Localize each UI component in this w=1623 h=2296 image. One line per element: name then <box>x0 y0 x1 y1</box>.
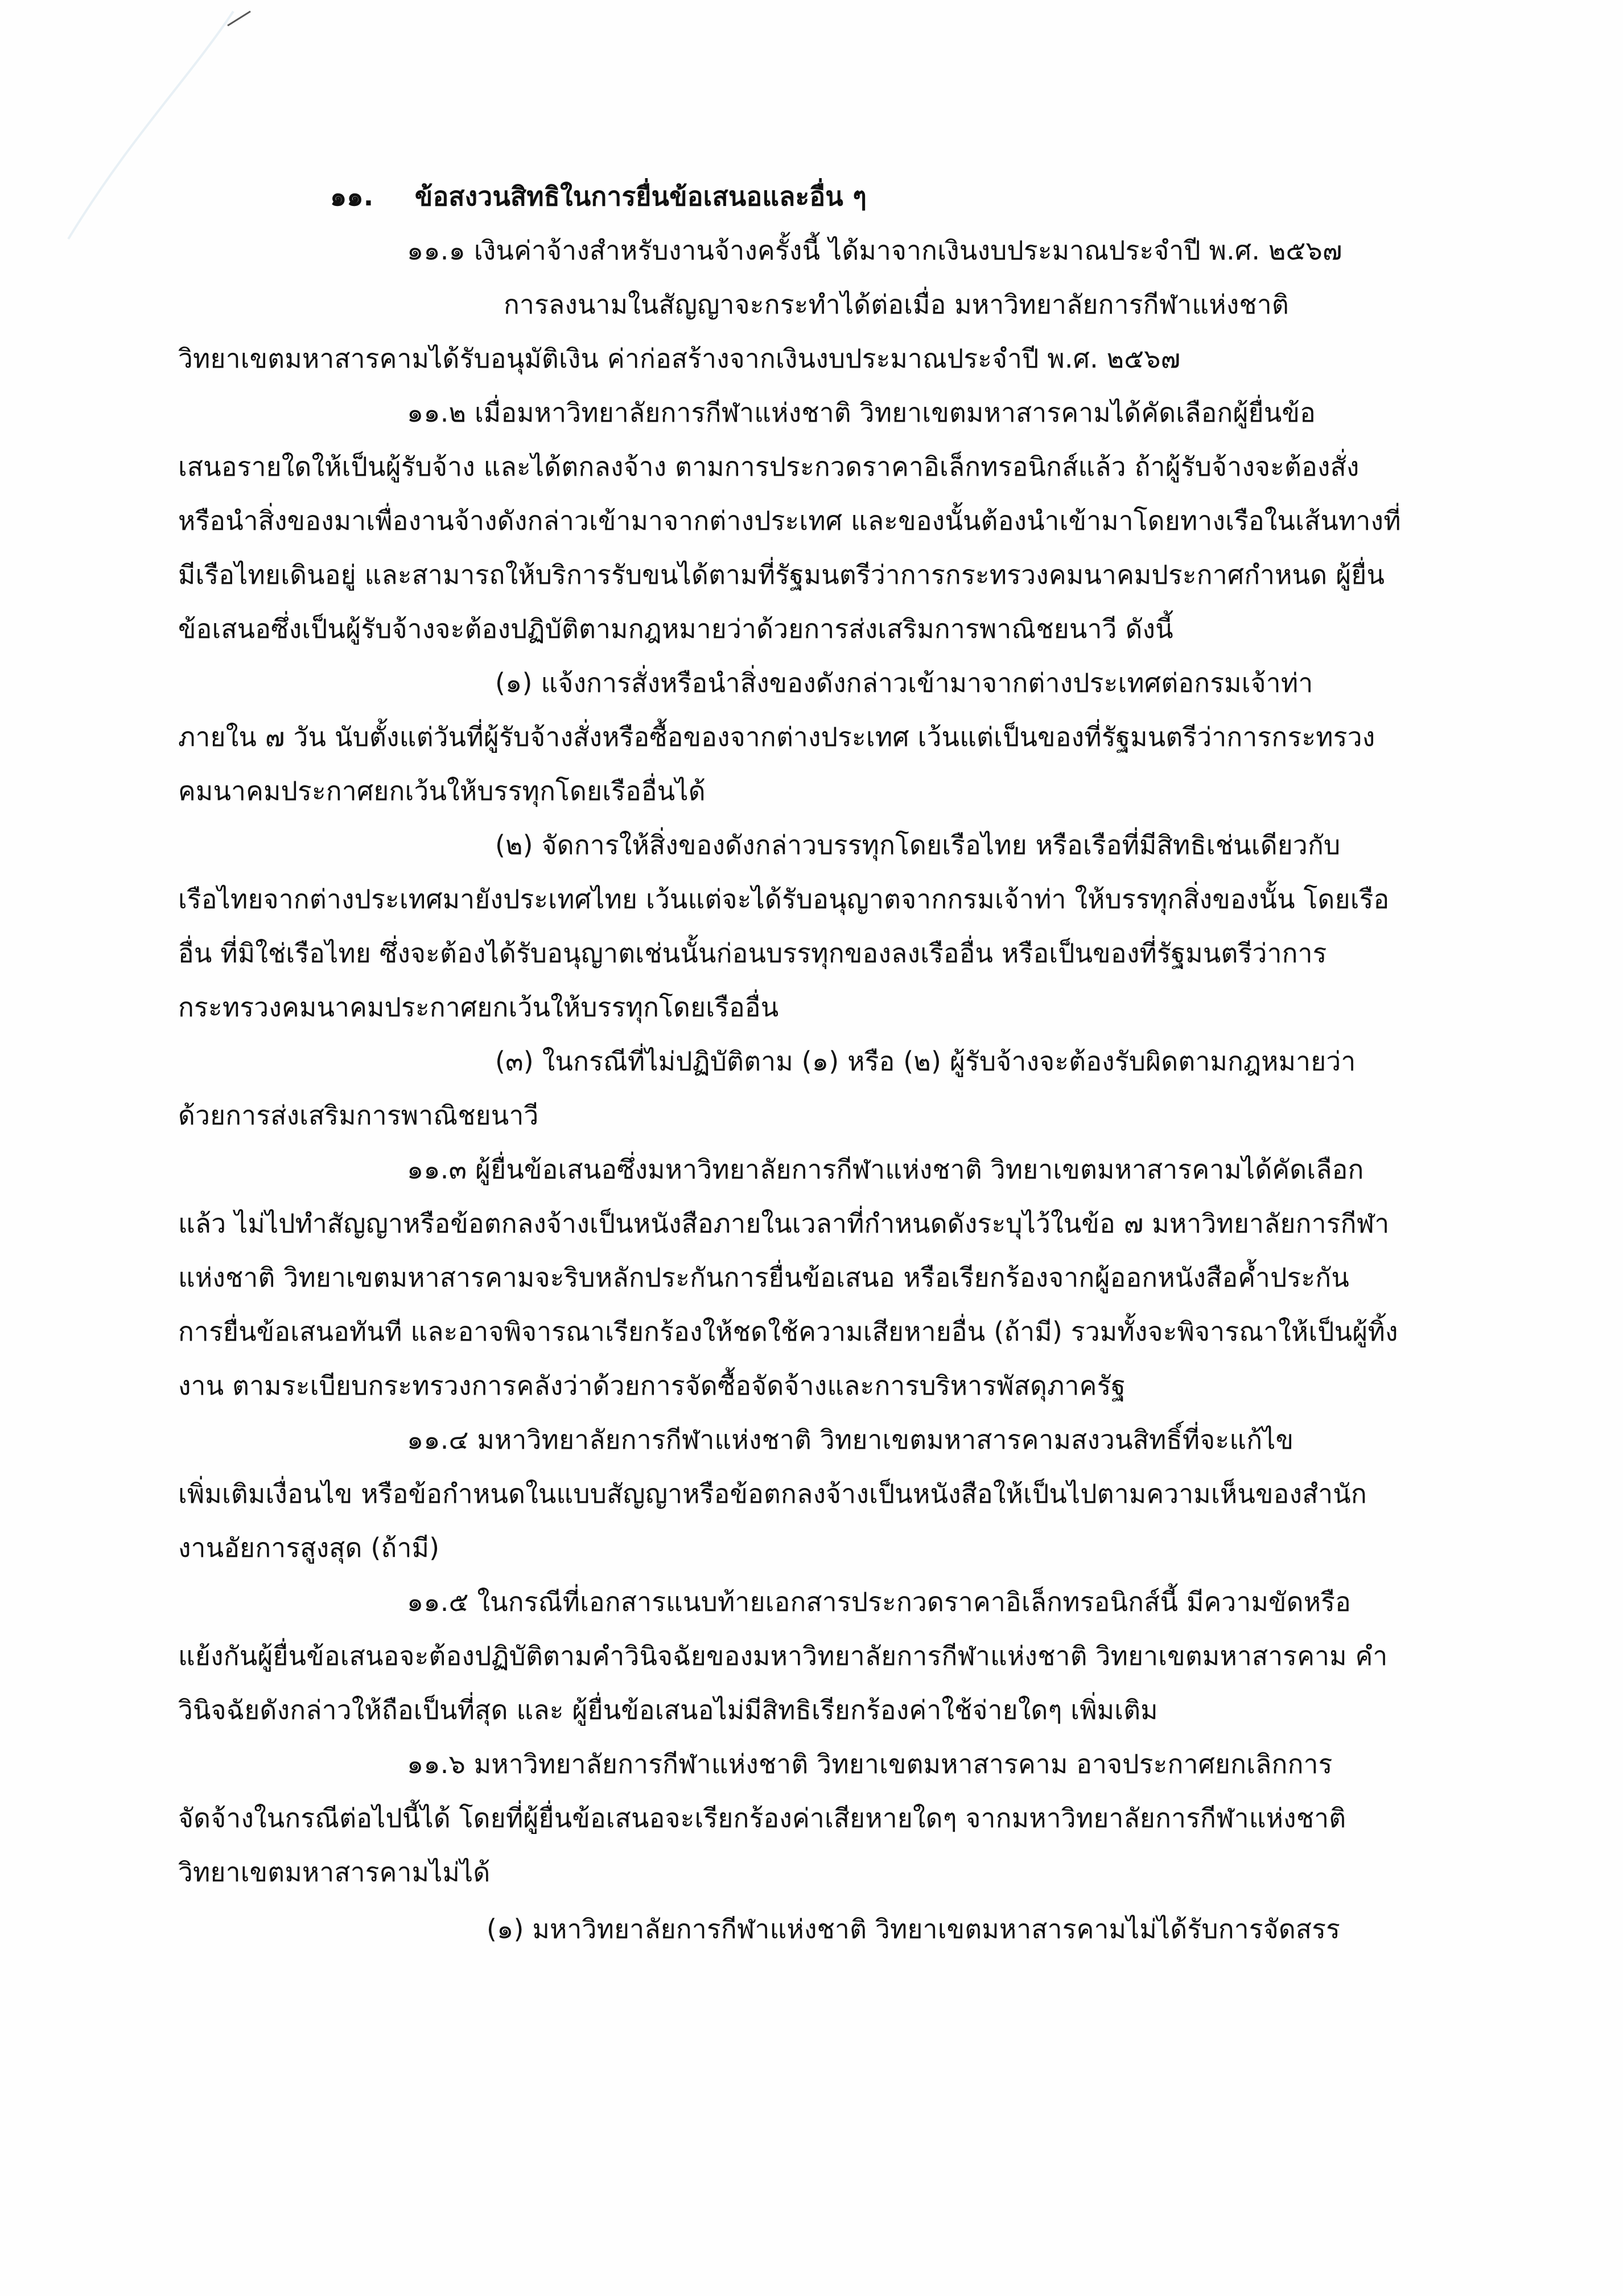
paragraph-line: ๑๑.๓ ผู้ยื่นข้อเสนอซึ่งมหาวิทยาลัยการกีฬาแห่งชาติ วิทยาเขตมหาสารคามได้คัดเลือก <box>407 1154 1364 1185</box>
paragraph-line: การยื่นข้อเสนอทันที และอาจพิจารณาเรียกร้องให้ชดใช้ความเสียหายอื่น (ถ้ามี) รวมทั้งจะพิจารณาให้เป็นผู้ทิ้ง <box>178 1316 1398 1347</box>
paragraph-line: ด้วยการส่งเสริมการพาณิชยนาวี <box>178 1100 539 1131</box>
paragraph-line: แย้งกันผู้ยื่นข้อเสนอจะต้องปฏิบัติตามคำวินิจฉัยของมหาวิทยาลัยการกีฬาแห่งชาติ วิทยาเขตมหาสารคาม คำ <box>178 1640 1388 1671</box>
scan-artifact-mark <box>0 0 273 273</box>
paragraph-line: ๑๑.๖ มหาวิทยาลัยการกีฬาแห่งชาติ วิทยาเขตมหาสารคาม อาจประกาศยกเลิกการ <box>407 1749 1333 1779</box>
paragraph-line: จัดจ้างในกรณีต่อไปนี้ได้ โดยที่ผู้ยื่นข้อเสนอจะเรียกร้องค่าเสียหายใดๆ จากมหาวิทยาลัยการกีฬาแห่งชาติ <box>178 1803 1346 1833</box>
paragraph-line: ภายใน ๗ วัน นับตั้งแต่วันที่ผู้รับจ้างสั่งหรือซื้อของจากต่างประเทศ เว้นแต่เป็นของที่รัฐมนตรีว่าการกระทรวง <box>178 722 1375 752</box>
paragraph-line: หรือนำสิ่งของมาเพื่องานจ้างดังกล่าวเข้ามาจากต่างประเทศ และของนั้นต้องนำเข้ามาโดยทางเรือในเส้นทางที่ <box>178 505 1401 536</box>
paragraph-line: กระทรวงคมนาคมประกาศยกเว้นให้บรรทุกโดยเรืออื่น <box>178 992 779 1023</box>
paragraph-line: (๓) ในกรณีที่ไม่ปฏิบัติตาม (๑) หรือ (๒) ผู้รับจ้างจะต้องรับผิดตามกฎหมายว่า <box>495 1046 1356 1077</box>
paragraph-line: (๑) มหาวิทยาลัยการกีฬาแห่งชาติ วิทยาเขตมหาสารคามไม่ได้รับการจัดสรร <box>487 1914 1341 1944</box>
paragraph-line: ๑๑.๑ เงินค่าจ้างสำหรับงานจ้างครั้งนี้ ได้มาจากเงินงบประมาณประจำปี พ.ศ. ๒๕๖๗ <box>407 235 1342 266</box>
section-heading <box>330 179 867 213</box>
paragraph-line: เสนอรายใดให้เป็นผู้รับจ้าง และได้ตกลงจ้าง ตามการประกวดราคาอิเล็กทรอนิกส์แล้ว ถ้าผู้รับจ้างจะต้องสั่ง <box>178 451 1360 482</box>
paragraph-line: วิทยาเขตมหาสารคามได้รับอนุมัติเงิน ค่าก่อสร้างจากเงินงบประมาณประจำปี พ.ศ. ๒๕๖๗ <box>178 343 1181 374</box>
paragraph-line: เรือไทยจากต่างประเทศมายังประเทศไทย เว้นแต่จะได้รับอนุญาตจากกรมเจ้าท่า ให้บรรทุกสิ่งของนั้น โดยเรือ <box>178 884 1390 914</box>
paragraph-line: (๒) จัดการให้สิ่งของดังกล่าวบรรทุกโดยเรือไทย หรือเรือที่มีสิทธิเช่นเดียวกับ <box>495 830 1341 860</box>
paragraph-line: เพิ่มเติมเงื่อนไข หรือข้อกำหนดในแบบสัญญาหรือข้อตกลงจ้างเป็นหนังสือให้เป็นไปตามความเห็นของสำนัก <box>178 1478 1367 1509</box>
paragraph-line: ข้อเสนอซึ่งเป็นผู้รับจ้างจะต้องปฏิบัติตามกฎหมายว่าด้วยการส่งเสริมการพาณิชยนาวี ดังนี้ <box>178 613 1173 644</box>
paragraph-line: งาน ตามระเบียบกระทรวงการคลังว่าด้วยการจัดซื้อจัดจ้างและการบริหารพัสดุภาครัฐ <box>178 1370 1126 1401</box>
paragraph-line: มีเรือไทยเดินอยู่ และสามารถให้บริการรับขนได้ตามที่รัฐมนตรีว่าการกระทรวงคมนาคมประกาศกำหนด ผู้ยื่น <box>178 559 1385 590</box>
paragraph-line: งานอัยการสูงสุด (ถ้ามี) <box>178 1532 440 1563</box>
paragraph-line: การลงนามในสัญญาจะกระทำได้ต่อเมื่อ มหาวิทยาลัยการกีฬาแห่งชาติ <box>504 289 1289 320</box>
paragraph-line: วิทยาเขตมหาสารคามไม่ได้ <box>178 1857 491 1887</box>
section-title: ข้อสงวนสิทธิในการยื่นข้อเสนอและอื่น ๆ <box>414 181 867 212</box>
paragraph-line: ๑๑.๔ มหาวิทยาลัยการกีฬาแห่งชาติ วิทยาเขตมหาสารคามสงวนสิทธิ์ที่จะแก้ไข <box>407 1424 1294 1455</box>
paragraph-line: ๑๑.๕ ในกรณีที่เอกสารแนบท้ายเอกสารประกวดราคาอิเล็กทรอนิกส์นี้ มีความขัดหรือ <box>407 1586 1351 1617</box>
paragraph-line: แห่งชาติ วิทยาเขตมหาสารคามจะริบหลักประกันการยื่นข้อเสนอ หรือเรียกร้องจากผู้ออกหนังสือค้ำประกัน <box>178 1262 1349 1293</box>
paragraph-line: วินิจฉัยดังกล่าวให้ถือเป็นที่สุด และ ผู้ยื่นข้อเสนอไม่มีสิทธิเรียกร้องค่าใช้จ่ายใดๆ เพิ่มเติม <box>178 1695 1158 1725</box>
paragraph-line: คมนาคมประกาศยกเว้นให้บรรทุกโดยเรืออื่นได้ <box>178 776 706 806</box>
section-number: ๑๑. <box>330 181 374 212</box>
paragraph-line: แล้ว ไม่ไปทำสัญญาหรือข้อตกลงจ้างเป็นหนังสือภายในเวลาที่กำหนดดังระบุไว้ในข้อ ๗ มหาวิทยาลัยการกีฬา <box>178 1208 1390 1239</box>
paragraph-line: (๑) แจ้งการสั่งหรือนำสิ่งของดังกล่าวเข้ามาจากต่างประเทศต่อกรมเจ้าท่า <box>495 667 1313 698</box>
paragraph-line: อื่น ที่มิใช่เรือไทย ซึ่งจะต้องได้รับอนุญาตเช่นนั้นก่อนบรรทุกของลงเรืออื่น หรือเป็นของที่รัฐมนตรีว่าการ <box>178 938 1327 968</box>
paragraph-line: ๑๑.๒ เมื่อมหาวิทยาลัยการกีฬาแห่งชาติ วิทยาเขตมหาสารคามได้คัดเลือกผู้ยื่นข้อ <box>407 397 1316 428</box>
